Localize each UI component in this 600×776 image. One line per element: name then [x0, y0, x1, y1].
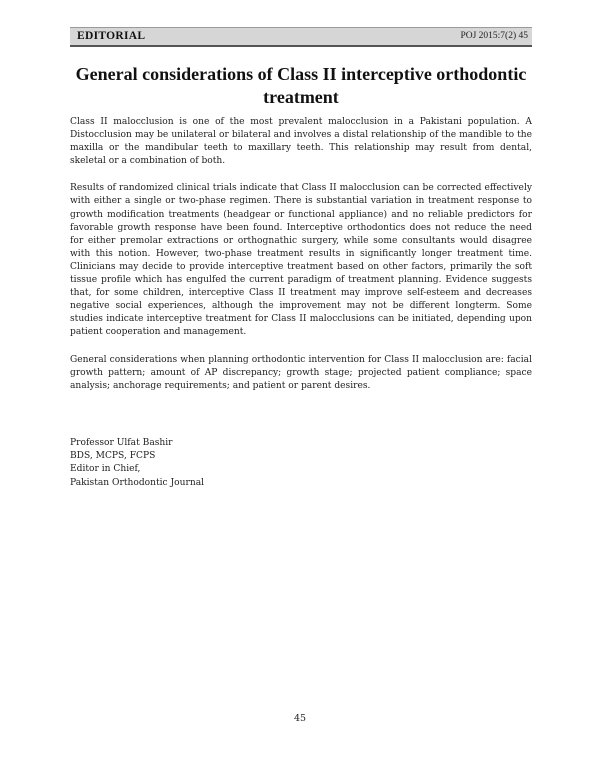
author-role: Editor in Chief, — [70, 464, 141, 475]
author-affiliation: Pakistan Orthodontic Journal — [70, 477, 205, 488]
journal-reference: POJ 2015:7(2) 45 — [460, 31, 528, 41]
header-bar — [70, 27, 532, 47]
paragraph-intro: Class II malocclusion is one of the most prevalent malocclusion in a Pakistani population. A Distocclusion may be unilateral or bilateral and involves a distal relationship of the mandible to the maxilla or the mandibular teeth to maxillary teeth. This relationship may result from dental, skeletal or a combination of both. — [70, 117, 532, 167]
author-name: Professor Ulfat Bashir — [70, 438, 173, 448]
article-body — [70, 116, 532, 407]
paragraph-considerations: General considerations when planning orthodontic intervention for Class II malocclusion are: facial growth pattern; amount of AP discrepancy; growth stage; projected patient compliance; space analysis; anchorage requirements; and patient or parent desires. — [70, 354, 532, 391]
section-label: EDITORIAL — [77, 30, 146, 42]
page-number: 45 — [293, 713, 307, 724]
article-title: General considerations of Class II interceptive orthodontic treatment — [75, 64, 527, 107]
author-credentials: BDS, MCPS, FCPS — [70, 451, 156, 462]
paragraph-evidence: Results of randomized clinical trials indicate that Class II malocclusion can be corrected effectively with either a single or two-phase regimen. There is substantial variation in treatment response to growth modification treatments (headgear or functional appliance) and no reliable predictors for favorable growth response have been found. Interceptive orthodontics does not reduce the need for either premolar extractions or orthognathic surgery, while some consultants would disagree with this notion. However, two-phase treatment results in significantly longer treatment time. Clinicians may decide to provide interceptive treatment based on other factors, primarily the soft tissue profile which has engulfed the current paradigm of treatment planning. Evidence suggests that, for some children, interceptive Class II treatment may improve self-esteem and decreases negative social experiences, although the improvement may not be different longterm. Some studies indicate interceptive treatment for Class II malocclusions can be initiated, depending upon patient cooperation and management. — [70, 183, 532, 338]
author-signature-block — [70, 437, 370, 490]
